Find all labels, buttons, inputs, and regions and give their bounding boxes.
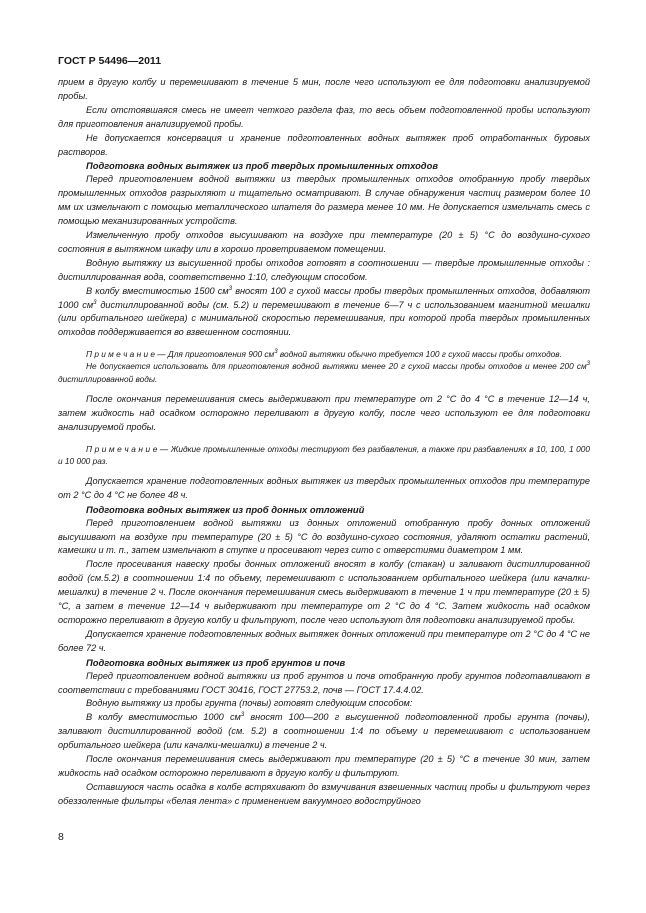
text-span: П р и м е ч а н и е — Для приготовления 900 см <box>86 349 275 360</box>
paragraph: После окончания перемешивания смесь выдерживают при температуре (20 ± 5) °С в течение 30 мин, затем жидкость над осадком осторожно переливают в другую колбу и фильтруют. <box>58 754 590 778</box>
text-span: В колбу вместимостью 1000 см <box>86 712 241 723</box>
paragraph: Измельченную пробу отходов высушивают на воздухе при температуре (20 ± 5) °С до воздушно-сухого состояния в вытяжном шкафу или в хорошо проветриваемом помещении. <box>58 229 590 254</box>
superscript: 3 <box>228 285 233 292</box>
section-heading: Подготовка водных вытяжек из проб донных отложений <box>86 503 365 515</box>
superscript: 3 <box>240 712 245 719</box>
text-span: дистиллированной воды. <box>58 373 158 384</box>
page-body <box>58 76 590 809</box>
paragraph: После просеивания навеску пробы донных отложений вносят в колбу (стакан) и заливают дистиллированной водой (см.5.2) в соотношении 1:4 по объему, перемешивают с использованием орбитального шейкера (или качалки-мешалки) в течение 2 ч. После окончания перемешивания смесь выдерживают в течение 1 ч при температуре (20 ± 5) °С, а затем в течение 12—14 ч выдерживают при температуре от 2 °С до 4 °С. Затем жидкость над осадком осторожно переливают в другую колбу и фильтруют, после чего используют для подготовки анализируемой пробы. <box>58 559 590 626</box>
text-span: водной вытяжки обычно требуется 100 г сухой массы пробы отходов. <box>277 349 562 360</box>
paragraph: После окончания перемешивания смесь выдерживают при температуре от 2 °С до 4 °С в течение 12—14 ч, затем жидкость над осадком осторожно переливают в другую колбу, после чего используют ее для подготовки анализируемой пробы. <box>58 393 590 432</box>
paragraph <box>58 711 590 753</box>
text-span: дистиллированной воды (см. 5.2) и перемешивают в течение 6—7 ч с использованием магнитной мешалки (или орбитального шейкера) с минимальной скоростью перемешивания, при которой проба твердых промышленных отходов поддерживается во взвешенном состоянии. <box>58 299 590 338</box>
note <box>58 360 590 384</box>
text-span: вносят 100 г сухой массы пробы твердых промышленных отходов, добавляют 1000 см <box>58 285 590 310</box>
paragraph: Перед приготовлением водной вытяжки из твердых промышленных отходов отобранную пробу твердых промышленных отходов разрыхляют и тщательно осматривают. В случае обнаружения частиц размером более 10 мм их измельчают с помощью металлического шпателя до размера менее 10 мм. Не допускается измельчать смесь с помощью механизированных устройств. <box>58 174 590 227</box>
paragraph <box>58 285 590 341</box>
note <box>58 348 590 360</box>
superscript: 3 <box>586 361 590 368</box>
superscript: 3 <box>93 299 97 306</box>
paragraph: Не допускается консервация и хранение подготовленных водных вытяжек проб отработанных буровых растворов. <box>58 132 590 157</box>
text-span: Не допускается использовать для приготовления водной вытяжки менее 20 г сухой массы пробы отходов и менее 200 см <box>86 361 587 372</box>
paragraph: Допускается хранение подготовленных водных вытяжек донных отложений при температуре от 2 °С до 4 °С не более 72 ч. <box>58 628 590 653</box>
section-heading: Подготовка водных вытяжек из проб твердых промышленных отходов <box>86 160 438 172</box>
text-span: В колбу вместимостью 1500 см <box>86 285 229 296</box>
paragraph: Если отстоявшаяся смесь не имеет четкого раздела фаз, то весь объем подготовленной пробы используют для приготовления анализируемой пробы. <box>58 104 590 129</box>
page-number: 8 <box>58 831 64 843</box>
paragraph: прием в другую колбу и перемешивают в течение 5 мин, после чего используют ее для подготовки анализируемой пробы. <box>58 77 590 101</box>
paragraph: Перед приготовлением водной вытяжки из донных отложений отобранную пробу донных отложений высушивают на воздухе при температуре (20 ± 5) °С до воздушно-сухого состояния, удаляют остатки растений, камешки и т. п., затем измельчают в ступке и просеивают через сито с отверстиями диаметром 1 мм. <box>58 517 590 556</box>
paragraph: Перед приготовлением водной вытяжки из проб грунтов и почв отобранную пробу грунтов подготавливают в соответствии с требованиями ГОСТ 30416, ГОСТ 27753.2, почв — ГОСТ 17.4.4.02. <box>58 670 590 695</box>
document-header: ГОСТ Р 54496—2011 <box>58 55 162 67</box>
paragraph: Оставшуюся часть осадка в колбе встряхивают до взмучивания взвешенных частиц пробы и фильтруют через обеззоленные фильтры «белая лента» с применением вакуумного водоструйного <box>58 781 590 806</box>
paragraph: Водную вытяжку из пробы грунта (почвы) готовят следующим способом: <box>86 698 413 709</box>
note: П р и м е ч а н и е — Жидкие промышленные отходы тестируют без разбавления, а также при разбавлениях в 10, 100, 1 000 и 10 000 раз. <box>58 443 590 466</box>
paragraph: Водную вытяжку из высушенной пробы отходов готовят в соотношении — твердые промышленные отходы : дистиллированная вода, соответственно 1:10, следующим способом. <box>58 257 590 282</box>
section-heading: Подготовка водных вытяжек из проб грунтов и почв <box>86 656 346 668</box>
superscript: 3 <box>274 349 278 356</box>
paragraph: Допускается хранение подготовленных водных вытяжек из твердых промышленных отходов при температуре от 2 °С до 4 °С не более 48 ч. <box>58 475 590 500</box>
text-span: вносят 100—200 г высушенной подготовленной пробы грунта (почвы), заливают дистиллированной водой (см. 5.2) в соотношении 1:4 по объему и перемешивают с использованием орбитального шейкера (или качалки-мешалки) в течение 2 ч. <box>58 712 590 751</box>
